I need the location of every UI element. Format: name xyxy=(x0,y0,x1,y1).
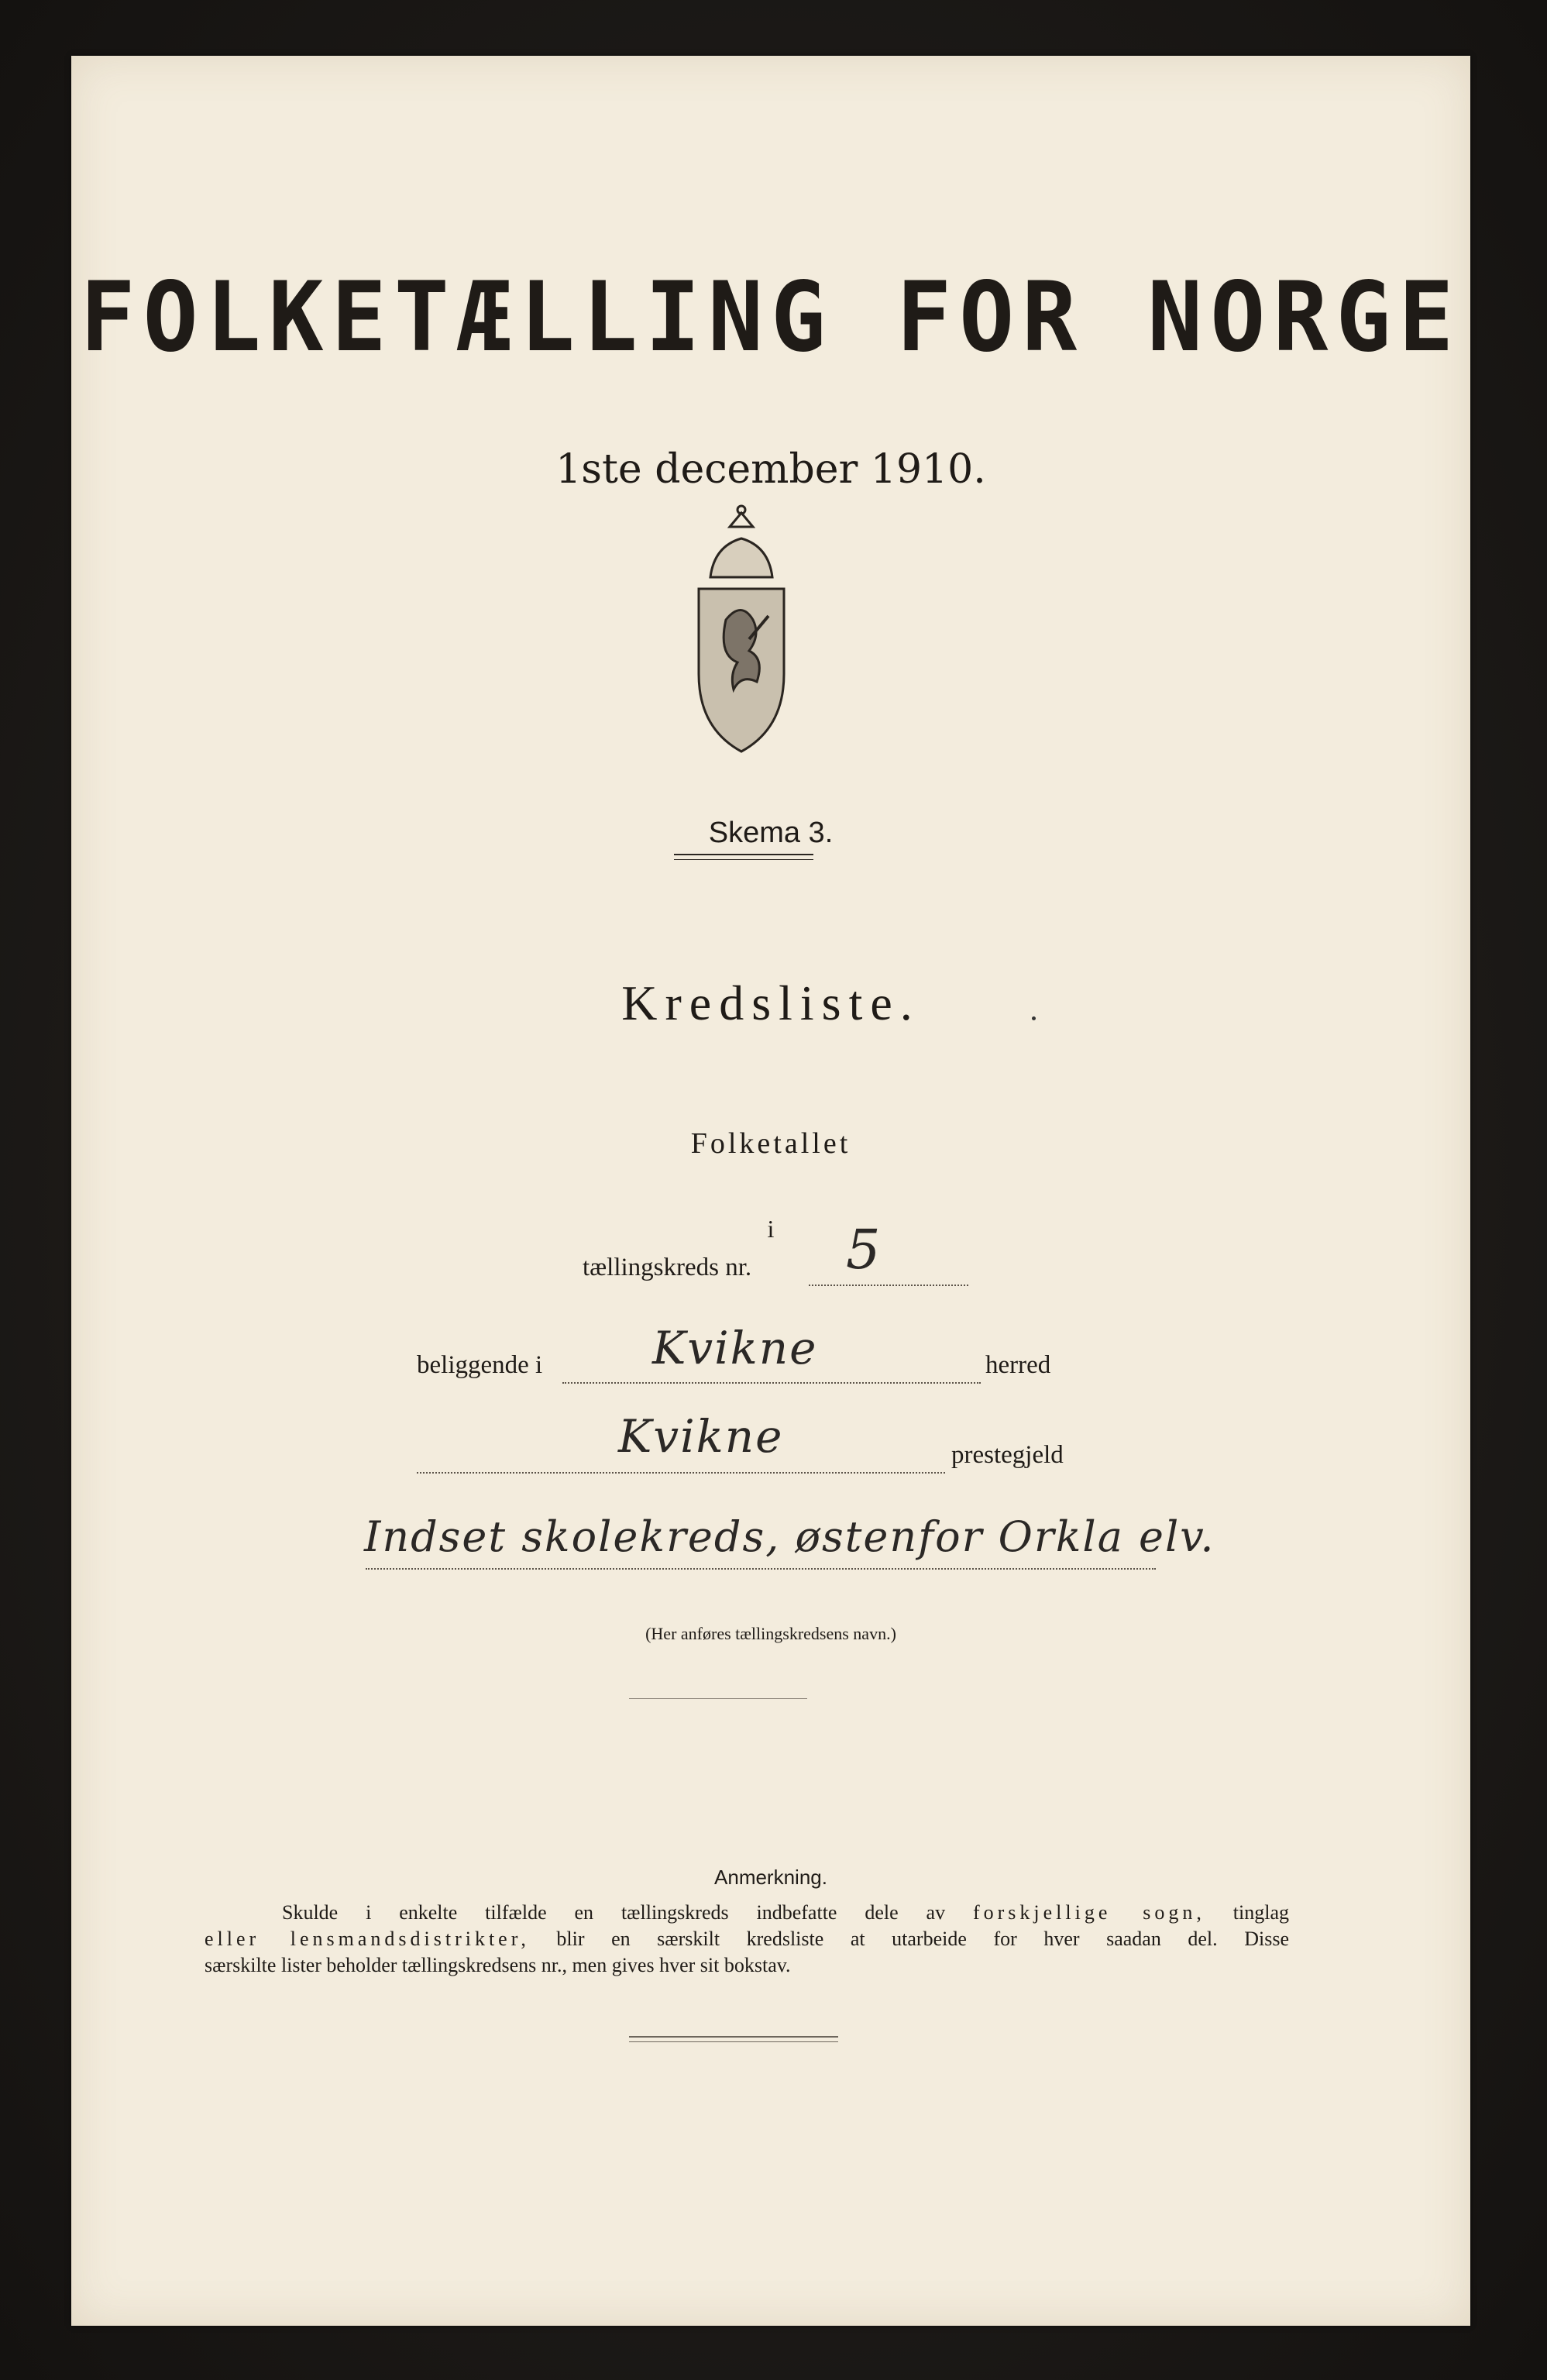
census-form-page xyxy=(71,56,1470,2326)
census-date: 1ste december 1910. xyxy=(555,446,986,493)
remark-line-1 xyxy=(205,1900,1289,1926)
remark-line-2 xyxy=(205,1926,1289,1952)
remark-heading: Anmerkning. xyxy=(714,1866,827,1889)
district-number-field xyxy=(809,1246,968,1286)
end-rule xyxy=(629,2036,838,2038)
form-title: FOLKETÆLLING FOR NORGE xyxy=(80,260,1462,373)
district-name-value: Indset skolekreds, østenfor Orkla elv. xyxy=(364,1512,1215,1561)
document-type-heading: Kredsliste. xyxy=(621,975,920,1030)
norwegian-coat-of-arms-icon xyxy=(683,504,799,759)
remark-line-1-text: Skulde i enkelte tilfælde en tællingskreds indbefatte dele av xyxy=(282,1901,946,1924)
in-word: i xyxy=(767,1215,775,1243)
population-label: Folketallet xyxy=(690,1127,851,1160)
location-label: beliggende i xyxy=(417,1351,543,1379)
schema-number: Skema 3. xyxy=(708,817,834,849)
end-rule-second xyxy=(629,2041,838,2042)
remark-line-3: særskilte lister beholder tællingskredsens nr., men gives hver sit bokstav. xyxy=(205,1954,791,1976)
schema-underline-second xyxy=(674,859,813,860)
separator-line xyxy=(629,1698,807,1699)
district-number-label: tællingskreds nr. xyxy=(583,1254,752,1281)
stray-dot xyxy=(1032,1016,1036,1020)
parish-suffix: prestegjeld xyxy=(951,1441,1064,1469)
district-name-caption: (Her anføres tællingskredsens navn.) xyxy=(645,1624,896,1643)
remark-line-2-spaced: eller lensmandsdistrikter, xyxy=(205,1928,530,1950)
municipality-value: Kvikne xyxy=(652,1322,818,1374)
remark-line-1-end: tinglag xyxy=(1205,1901,1289,1924)
district-number-value: 5 xyxy=(846,1218,882,1281)
municipality-suffix: herred xyxy=(985,1351,1051,1379)
remark-line-1-spaced: forskjellige sogn, xyxy=(972,1901,1205,1924)
parish-value: Kvikne xyxy=(618,1410,784,1463)
remark-line-2-text: blir en særskilt kredsliste at utarbeide for hver saadan del. Disse xyxy=(529,1928,1289,1950)
schema-underline xyxy=(674,854,813,855)
